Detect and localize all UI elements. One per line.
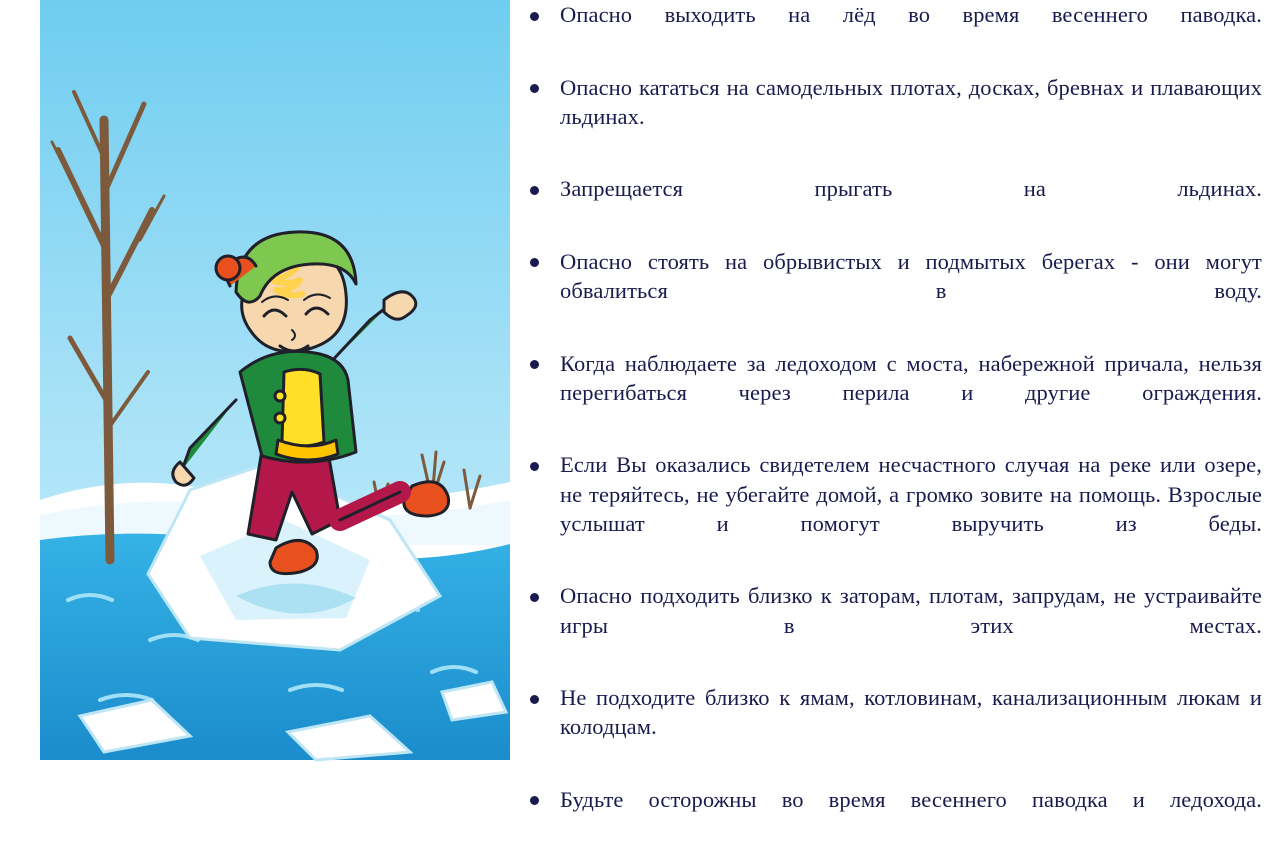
- bullet-icon: [530, 360, 539, 369]
- list-item: [516, 247, 1262, 335]
- rules-list: [516, 0, 1262, 812]
- rule-text: Опасно кататься на самодельных плотах, досках, бревнах и плавающих льдинах.: [560, 74, 1262, 129]
- rule-text: Не подходите близко к ямам, котловинам, канализационным люкам и колодцам.: [560, 685, 1262, 740]
- rule-text: Опасно подходить близко к заторам, плотам, запрудам, не устраивайте игры в этих местах.: [560, 583, 1262, 638]
- bullet-icon: [530, 186, 539, 195]
- bullet-icon: [530, 695, 539, 704]
- list-item: [516, 73, 1262, 161]
- rule-text: Будьте осторожны во время весеннего паводка и ледохода.: [560, 786, 1262, 812]
- illustration-child-on-ice-floe: [40, 0, 510, 760]
- bullet-icon: [530, 593, 539, 602]
- list-item: [516, 450, 1262, 567]
- list-item: [516, 349, 1262, 437]
- list-item: [516, 581, 1262, 669]
- rule-text: Если Вы оказались свидетелем несчастного случая на реке или озере, не теряйтесь, не убегайте домой, а громко зовите на помощь. Взрослые услышат и помогут выручить из беды.: [560, 452, 1262, 536]
- list-item: [516, 683, 1262, 771]
- list-item: [516, 0, 1262, 59]
- list-item: [516, 174, 1262, 233]
- bullet-icon: [530, 12, 539, 21]
- rule-text: Опасно выходить на лёд во время весеннего паводка.: [560, 2, 1262, 27]
- bullet-icon: [530, 84, 539, 93]
- bullet-icon: [530, 258, 539, 267]
- list-item: [516, 785, 1262, 843]
- bullet-icon: [530, 462, 539, 471]
- rule-text: Когда наблюдаете за ледоходом с моста, набережной причала, нельзя перегибаться через перила и другие ограждения.: [560, 350, 1262, 405]
- bullet-icon: [530, 796, 539, 805]
- rule-text: Запрещается прыгать на льдинах.: [560, 176, 1262, 202]
- illustration-svg: [40, 0, 510, 760]
- rule-text: Опасно стоять на обрывистых и подмытых берегах - они могут обвалиться в воду.: [560, 248, 1262, 303]
